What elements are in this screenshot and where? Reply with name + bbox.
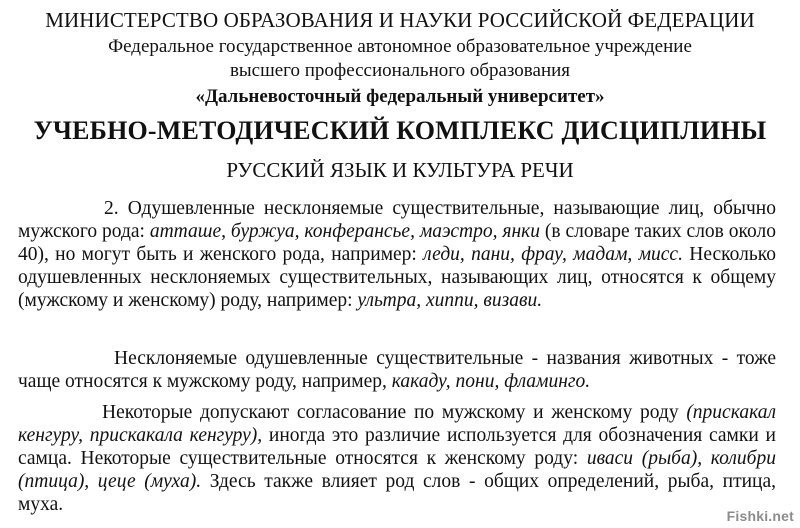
paragraph-1-examples-2: леди, пани, фрау, мадам, мисс. [423, 244, 683, 265]
university-name: «Дальневосточный федеральный университет» [195, 86, 605, 107]
paragraph-3-text-2: иногда это различие используется для обозначения самки и самца. Некоторые существительные относятся к женскому роду: [18, 425, 776, 469]
ministry-heading: МИНИСТЕРСТВО ОБРАЗОВАНИЯ И НАУКИ РОССИЙСКОЙ ФЕДЕРАЦИИ [45, 8, 755, 32]
paragraph-1-examples-1: атташе, буржуа, конферансье, маэстро, янки [149, 221, 541, 242]
institution-line-2: высшего профессионального образования [229, 60, 571, 81]
paragraph-3-text-3: Здесь также влияет род слов - общих определений, рыба, птица, муха. [18, 471, 776, 515]
watermark-logo: Fishki.net [726, 508, 794, 524]
paragraph-1-text-2: (в словаре таких слов около 40), но могут быть и женского рода, например: [18, 221, 776, 265]
paragraph-3-examples-2: иваси (рыба), колибри (птица), цеце (муха). [18, 448, 776, 492]
paragraph-2-text-1: Несклоняемые одушевленные существительные - названия животных - тоже чаще относятся к мужскому роду, например, [18, 348, 776, 392]
document-title: УЧЕБНО-МЕТОДИЧЕСКИЙ КОМПЛЕКС ДИСЦИПЛИНЫ [33, 116, 767, 145]
discipline-subtitle: РУССКИЙ ЯЗЫК И КУЛЬТУРА РЕЧИ [226, 158, 574, 182]
paragraph-1-text-1: 2. Одушевленные несклоняемые существительные, называющие лиц, обычно мужского рода: [18, 198, 776, 242]
institution-line-1: Федеральное государственное автономное образовательное учреждение [108, 36, 692, 57]
paragraph-2-examples-1: какаду, пони, фламинго. [391, 371, 591, 392]
paragraph-3 [18, 401, 776, 516]
paragraph-1-examples-3: ультра, хиппи, визави. [357, 290, 543, 311]
paragraph-2 [18, 347, 776, 393]
paragraph-3-text-1: Некоторые допускают согласование по мужскому и женскому роду [102, 402, 687, 423]
paragraph-1 [18, 197, 776, 312]
paragraph-1-text-3: Несколько одушевленных несклоняемых существительных, называющих лиц, относятся к общему (мужскому и женскому) роду, например: [18, 244, 776, 311]
paragraph-3-examples-1: (прискакал кенгуру, прискакала кенгуру), [18, 402, 776, 446]
